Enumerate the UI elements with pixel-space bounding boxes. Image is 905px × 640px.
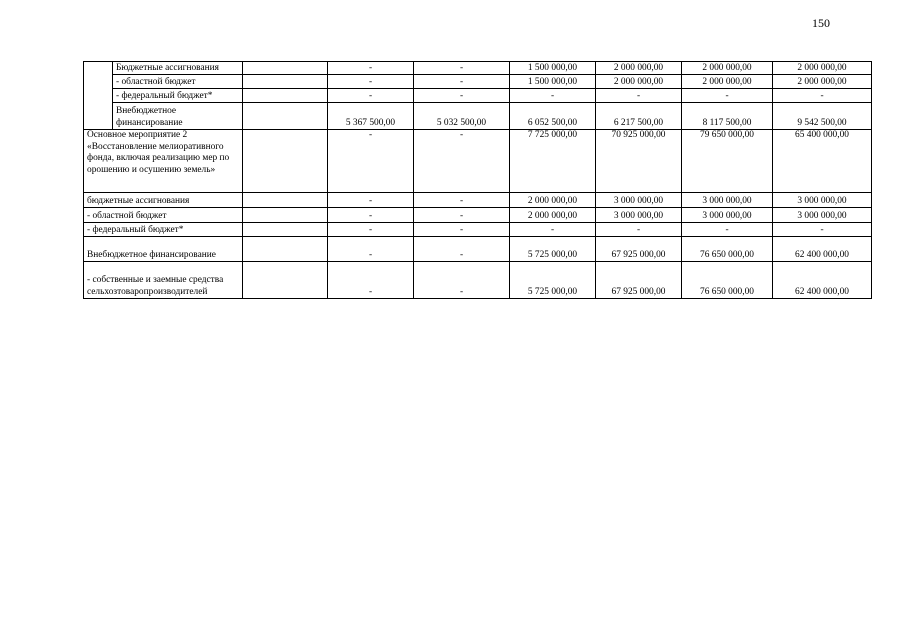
cell-col-1 [243, 208, 328, 223]
cell-col-4: 1 500 000,00 [510, 62, 596, 75]
cell-col-6: - [682, 89, 773, 103]
cell-col-4: 1 500 000,00 [510, 75, 596, 89]
cell-col-1 [243, 223, 328, 237]
cell-col-7: 62 400 000,00 [773, 237, 872, 262]
cell-col-7: 65 400 000,00 [773, 130, 872, 193]
cell-col-1 [243, 262, 328, 299]
cell-col-2: - [328, 208, 414, 223]
cell-col-5: 2 000 000,00 [596, 62, 682, 75]
table-row [84, 89, 872, 103]
cell-col-1 [243, 193, 328, 208]
cell-col-4: - [510, 223, 596, 237]
cell-col-4: 2 000 000,00 [510, 193, 596, 208]
cell-col-7: 62 400 000,00 [773, 262, 872, 299]
table-row [84, 223, 872, 237]
cell-col-2: - [328, 262, 414, 299]
table-row [84, 237, 872, 262]
cell-col-6: 3 000 000,00 [682, 208, 773, 223]
table-row [84, 103, 872, 130]
cell-col-7: 3 000 000,00 [773, 193, 872, 208]
cell-col-6: 2 000 000,00 [682, 75, 773, 89]
row-label: Основное мероприятие 2 «Восстановление мелиоративного фонда, включая реализацию мер по орошению и осушению земель» [84, 130, 243, 193]
cell-col-5: 6 217 500,00 [596, 103, 682, 130]
cell-col-3: 5 032 500,00 [414, 103, 510, 130]
merged-empty-cell [84, 62, 113, 130]
table-row [84, 130, 872, 193]
cell-col-4: 2 000 000,00 [510, 208, 596, 223]
cell-col-4: 5 725 000,00 [510, 262, 596, 299]
cell-col-5: 67 925 000,00 [596, 237, 682, 262]
cell-col-6: 76 650 000,00 [682, 237, 773, 262]
cell-col-2: - [328, 89, 414, 103]
table-row [84, 208, 872, 223]
cell-col-3: - [414, 193, 510, 208]
cell-col-7: 9 542 500,00 [773, 103, 872, 130]
cell-col-3: - [414, 62, 510, 75]
row-label: - областной бюджет [113, 75, 243, 89]
cell-col-4: 6 052 500,00 [510, 103, 596, 130]
cell-col-7: - [773, 223, 872, 237]
cell-col-7: 3 000 000,00 [773, 208, 872, 223]
row-label: Бюджетные ассигнования [113, 62, 243, 75]
cell-col-1 [243, 62, 328, 75]
row-label: - областной бюджет [84, 208, 243, 223]
cell-col-1 [243, 237, 328, 262]
cell-col-7: - [773, 89, 872, 103]
cell-col-5: 70 925 000,00 [596, 130, 682, 193]
row-label: - собственные и заемные средства сельхозтоваропроизводителей [84, 262, 243, 299]
cell-col-2: - [328, 130, 414, 193]
cell-col-1 [243, 75, 328, 89]
row-label: - федеральный бюджет* [113, 89, 243, 103]
row-label: - федеральный бюджет* [84, 223, 243, 237]
cell-col-7: 2 000 000,00 [773, 62, 872, 75]
cell-col-6: 3 000 000,00 [682, 193, 773, 208]
cell-col-3: - [414, 223, 510, 237]
cell-col-5: 3 000 000,00 [596, 193, 682, 208]
cell-col-2: - [328, 193, 414, 208]
cell-col-3: - [414, 262, 510, 299]
cell-col-3: - [414, 208, 510, 223]
cell-col-6: 79 650 000,00 [682, 130, 773, 193]
cell-col-2: 5 367 500,00 [328, 103, 414, 130]
table-row [84, 62, 872, 75]
budget-table [83, 61, 872, 299]
table-row [84, 262, 872, 299]
page-number: 150 [812, 16, 830, 30]
cell-col-4: 7 725 000,00 [510, 130, 596, 193]
cell-col-4: 5 725 000,00 [510, 237, 596, 262]
cell-col-3: - [414, 237, 510, 262]
cell-col-3: - [414, 89, 510, 103]
cell-col-5: - [596, 89, 682, 103]
cell-col-2: - [328, 237, 414, 262]
cell-col-6: 76 650 000,00 [682, 262, 773, 299]
cell-col-5: 2 000 000,00 [596, 75, 682, 89]
cell-col-3: - [414, 75, 510, 89]
cell-col-1 [243, 103, 328, 130]
row-label: Внебюджетное финансирование [84, 237, 243, 262]
cell-col-1 [243, 130, 328, 193]
cell-col-2: - [328, 223, 414, 237]
table-row [84, 193, 872, 208]
cell-col-6: 8 117 500,00 [682, 103, 773, 130]
cell-col-3: - [414, 130, 510, 193]
cell-col-2: - [328, 62, 414, 75]
table-row [84, 75, 872, 89]
cell-col-5: 67 925 000,00 [596, 262, 682, 299]
cell-col-1 [243, 89, 328, 103]
row-label: бюджетные ассигнования [84, 193, 243, 208]
row-label: Внебюджетное финансирование [113, 103, 243, 130]
cell-col-7: 2 000 000,00 [773, 75, 872, 89]
cell-col-5: 3 000 000,00 [596, 208, 682, 223]
cell-col-6: 2 000 000,00 [682, 62, 773, 75]
cell-col-6: - [682, 223, 773, 237]
cell-col-4: - [510, 89, 596, 103]
cell-col-5: - [596, 223, 682, 237]
cell-col-2: - [328, 75, 414, 89]
